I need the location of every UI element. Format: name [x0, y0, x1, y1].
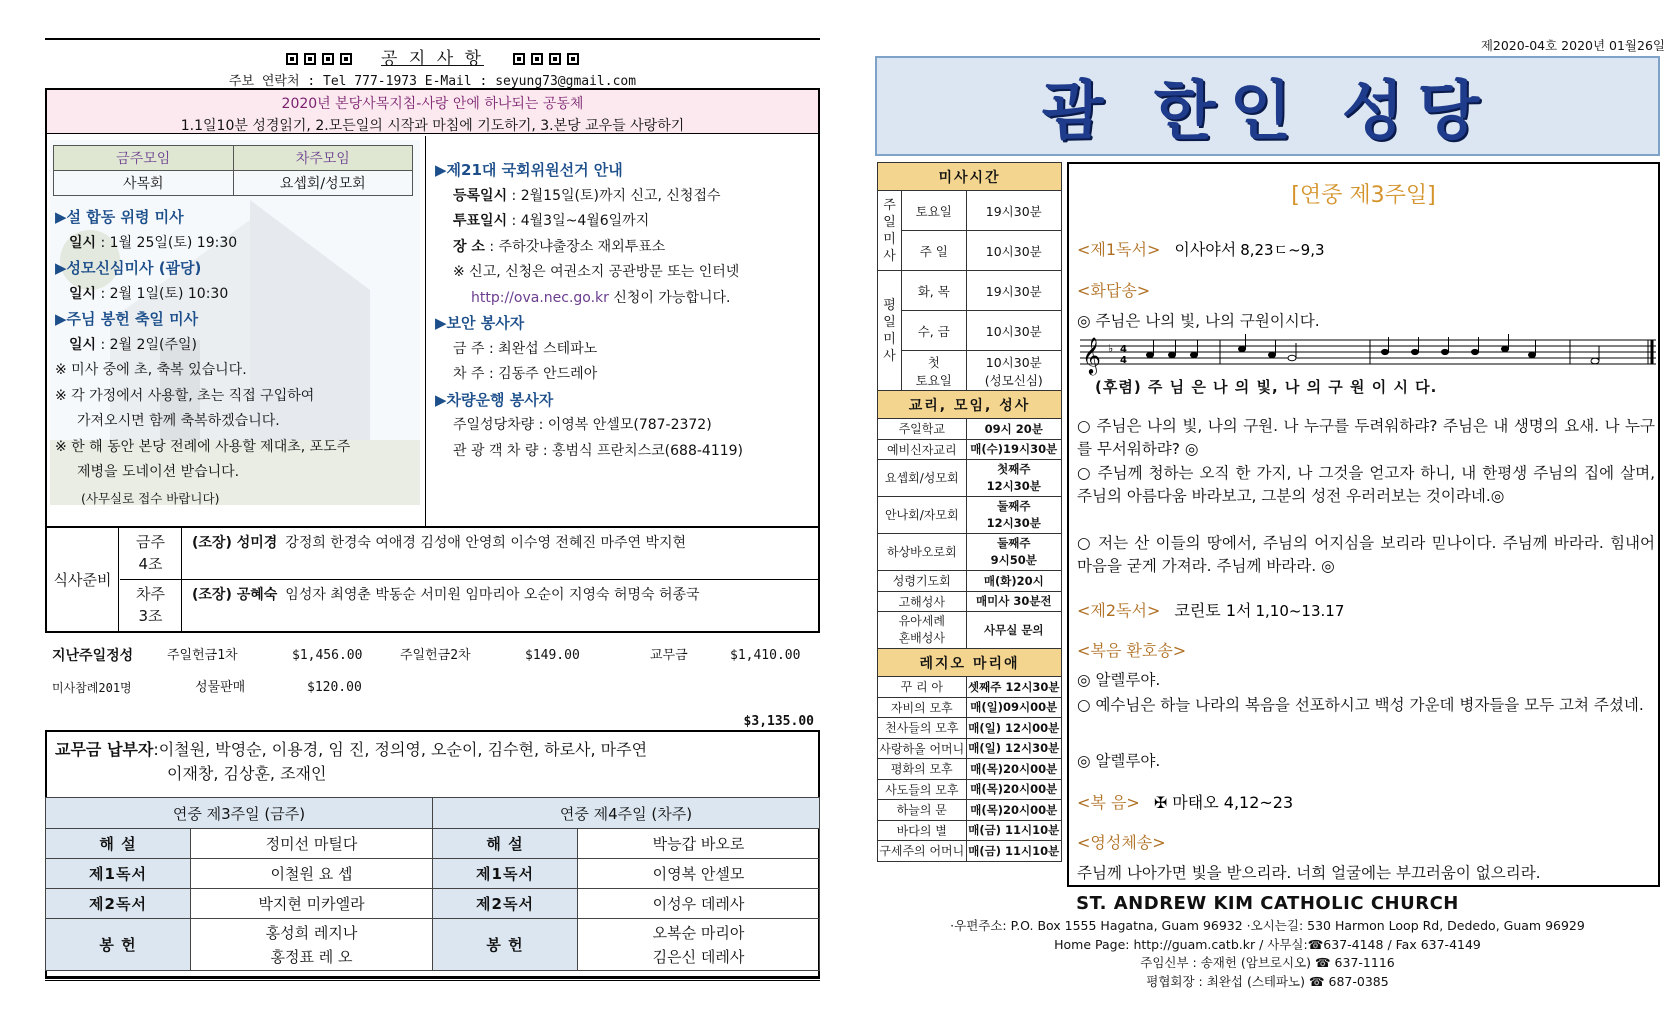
info-value: : 2월 1일(토) 10:30 [96, 285, 229, 302]
acclamation-verse: ○ 예수님은 하늘 나라의 복음을 선포하시고 백성 가운데 병자들을 모두 고쳐 주셨네. [1077, 696, 1644, 714]
meal-group: 차주 3조 [120, 580, 182, 631]
square-icon [549, 53, 561, 65]
table-row [46, 829, 820, 859]
info-label: 일시 [69, 336, 97, 353]
table-row [878, 779, 1062, 800]
offering-label: 교무금 [650, 648, 688, 663]
mass-time: 10시30분 (성모신심) [966, 351, 1061, 391]
class-time: 둘째주 12시30분 [966, 497, 1061, 534]
table-row [878, 571, 1062, 592]
legio-time: 매(일) 12시30분 [966, 738, 1061, 759]
info-value: 주일성당차량 : 이영복 안셀모(787-2372) [453, 417, 712, 433]
class-name: 예비신자교리 [878, 439, 967, 460]
role-name: 제2독서 [433, 889, 578, 919]
roles-head-this-week: 연중 제3주일 (금주) [46, 798, 433, 829]
table-row [878, 534, 1062, 571]
table-row [46, 889, 820, 919]
table-row [878, 439, 1062, 460]
class-time: 둘째주 9시50분 [966, 534, 1061, 571]
table-row [878, 820, 1062, 841]
class-time: 첫째주 12시30분 [966, 460, 1061, 497]
mass-day: 화, 목 [902, 271, 967, 311]
meal-row [120, 580, 818, 631]
table-row [878, 311, 1062, 351]
table-row [878, 718, 1062, 739]
role-name: 봉 헌 [46, 919, 191, 971]
info-value: 금 주 : 최완섭 스테파노 [453, 340, 598, 357]
address-line: ·우편주소: P.O. Box 1555 Hagatna, Guam 96932 ·오시는길: 530 Harmon Loop Rd, Dededo, Guam 96929 [950, 918, 1585, 933]
this-week-meeting: 사목회 [54, 171, 234, 196]
note-line: ※ 한 해 동안 본당 전례에 사용할 제대초, 포도주 [55, 438, 351, 455]
pastor-line: 주임신부 : 송재헌 (암브로시오) ☎ 637-1116 [1140, 955, 1395, 970]
offering-value: $149.00 [525, 648, 580, 663]
psalm-verse: ○ 저는 산 이들의 땅에서, 주님의 어지심을 보리라 믿나이다. 주님께 바라라. 힘내어 마음을 굳게 가져라. 주님께 바라라. ◎ [1077, 534, 1655, 575]
role-person: 박능갑 바오로 [578, 829, 820, 859]
alleluia: ◎ 알렐루야. [1077, 752, 1161, 770]
psalm-verse: ○ 주님께 청하는 오직 한 가지, 나 그것을 얻고자 하니, 내 한평생 주님의 집에 살며, 주님의 아름다움 바라보고, 그분의 성전 우러러보는 것이라네.◎ [1077, 464, 1655, 505]
info-label: 등록일시 [453, 187, 508, 204]
svg-text:4: 4 [1120, 355, 1127, 366]
info-label: 일시 [69, 234, 97, 251]
church-contact [875, 917, 1660, 991]
section-heading: ▶설 합동 위령 미사 [55, 208, 184, 226]
first-reading-head: <제1독서> [1077, 240, 1161, 259]
class-time: 매미사 30분전 [966, 591, 1061, 612]
role-name: 제2독서 [46, 889, 191, 919]
legio-time: 매(금) 11시10분 [966, 841, 1061, 862]
class-time: 09시 20분 [966, 419, 1061, 440]
info-value: : 1월 25일(토) 19:30 [96, 234, 238, 251]
square-icon [513, 53, 525, 65]
contact-line: 주보 연락처 : Tel 777-1973 E-Mail : seyung73@gmail.com [228, 74, 637, 89]
notice-title [45, 38, 820, 69]
first-reading [1077, 237, 1655, 260]
council-line: 평협회장 : 최완섭 (스테파노) ☎ 687-0385 [1146, 973, 1389, 989]
left-announcements [55, 205, 410, 511]
info-line [55, 333, 410, 359]
table-row [878, 163, 1062, 191]
motto-title: 2020년 본당사목지침-사랑 안에 하나되는 공동체 [281, 96, 584, 112]
class-name: 하상바오로회 [878, 534, 967, 571]
legio-time: 매(목)20시00분 [966, 800, 1061, 821]
second-reading-head: <제2독서> [1077, 601, 1161, 620]
note-line: ※ 미사 중에 초, 축복 있습니다. [55, 362, 247, 378]
legio-name: 꾸 리 아 [878, 677, 967, 698]
role-person: 이영복 안셀모 [578, 859, 820, 889]
weekend-mass-label: 주 일 미 사 [878, 191, 902, 271]
info-line [435, 184, 815, 210]
table-row [878, 738, 1062, 759]
class-name: 성령기도회 [878, 571, 967, 592]
class-head: 교리, 모임, 성사 [878, 391, 1062, 419]
legio-time: 매(목)20시00분 [966, 779, 1061, 800]
svg-text:4: 4 [1120, 344, 1127, 355]
right-announcements [435, 158, 815, 464]
bottom-rule [45, 978, 820, 981]
gospel [1077, 790, 1655, 813]
info-line [435, 235, 815, 261]
section-heading: ▶보안 봉사자 [435, 314, 525, 332]
mass-day: 첫 토요일 [902, 351, 967, 391]
church-name: ST. ANDREW KIM CATHOLIC CHURCH [1076, 893, 1459, 914]
square-icon [567, 53, 579, 65]
mass-time: 10시30분 [966, 231, 1061, 271]
info-value: : 주하갓냐출장소 재외투표소 [484, 238, 666, 255]
info-line [435, 209, 815, 235]
second-reading [1077, 598, 1655, 621]
mass-day: 수, 금 [902, 311, 967, 351]
mass-day: 토요일 [902, 191, 967, 231]
legio-time: 매(일)09시00분 [966, 697, 1061, 718]
class-name: 유아세례 혼배성사 [878, 612, 967, 649]
svg-text:𝄞: 𝄞 [1082, 336, 1101, 374]
class-time: 매(수)19시30분 [966, 439, 1061, 460]
legio-name: 바다의 별 [878, 820, 967, 841]
meeting-table [53, 145, 413, 196]
contributors-line: :이철원, 박영순, 이용경, 임 진, 정의영, 오순이, 김수현, 하로사, 마주연 [153, 740, 648, 759]
info-value: : 4월3일~4월6일까지 [507, 213, 650, 229]
legio-time: 셋째주 12시30분 [966, 677, 1061, 698]
note-line: 제병을 도네이션 받습니다. [77, 464, 240, 480]
info-line [435, 413, 815, 439]
table-row [878, 191, 1062, 231]
table-row [878, 591, 1062, 612]
sales-value: $120.00 [307, 680, 362, 695]
legio-time: 매(목)20시00분 [966, 759, 1061, 780]
offering-title: 지난주일정성 [52, 648, 134, 664]
table-row [46, 859, 820, 889]
info-line [435, 362, 815, 388]
note-line: (사무실로 접수 바랍니다) [81, 490, 220, 506]
legio-name: 천사들의 모후 [878, 718, 967, 739]
gospel-head: <복 음> [1077, 793, 1140, 812]
legio-name: 자비의 모후 [878, 697, 967, 718]
acclamation-head: <복음 환호송> [1077, 641, 1187, 660]
role-name: 봉 헌 [433, 919, 578, 971]
liturgy-roles-table [45, 797, 820, 971]
first-reading-ref: 8,23ㄷ~9,3 [1240, 241, 1325, 259]
table-row [878, 677, 1062, 698]
motto-items: 1.1일10분 성경읽기, 2.모든일의 시작과 마침에 기도하기, 3.본당 교우들 사랑하기 [180, 118, 685, 134]
next-week-meeting-head: 차주모임 [233, 146, 413, 171]
square-icon [322, 53, 334, 65]
legio-name: 구세주의 어머니 [878, 841, 967, 862]
table-row [878, 351, 1062, 391]
mass-time: 19시30분 [966, 271, 1061, 311]
mass-day: 주 일 [902, 231, 967, 271]
offering-value: $1,410.00 [730, 648, 801, 663]
table-row [878, 841, 1062, 862]
masthead [875, 56, 1660, 156]
meal-prep-label: 식사준비 [47, 528, 119, 631]
contributors-label: 교무금 납부자 [55, 740, 154, 759]
issue-number: 제2020-04호 2020년 01월26일 [1480, 38, 1665, 53]
meal-leader: (조장) 성미경 [192, 535, 278, 551]
next-week-meeting: 요셉회/성모회 [233, 171, 413, 196]
role-name: 해 설 [46, 829, 191, 859]
info-value: : 2월 2일(주일) [96, 336, 197, 353]
role-person: 오복순 마리아 김은신 데레사 [578, 919, 820, 971]
table-row [878, 460, 1062, 497]
second-reading-book: 코린토 1서 [1174, 601, 1252, 620]
sunday-title: [연중 제3주일] [1291, 183, 1436, 208]
section-heading: ▶차량운행 봉사자 [435, 390, 554, 409]
section-heading: ▶제21대 국회위원선거 안내 [435, 161, 623, 179]
legio-time: 매(일) 12시00분 [966, 718, 1061, 739]
class-time: 사무실 문의 [966, 612, 1061, 649]
square-icon [286, 53, 298, 65]
table-row [878, 391, 1062, 419]
psalm-lyrics: (후렴) 주 님 은 나 의 빛, 나 의 구 원 이 시 다. [1095, 378, 1438, 396]
section-heading: ▶성모신심미사 (괌당) [55, 259, 202, 277]
contributors-line: 이재창, 김상훈, 조재인 [167, 764, 327, 783]
info-value: 차 주 : 김동주 안드레아 [453, 366, 598, 382]
legio-time: 매(금) 11시10분 [966, 820, 1061, 841]
info-value: : 2월15일(토)까지 신고, 신청접수 [507, 187, 721, 204]
table-row [878, 800, 1062, 821]
meal-group: 금주 4조 [120, 528, 182, 579]
legio-name: 사랑하올 어머니 [878, 738, 967, 759]
mass-time: 19시30분 [966, 191, 1061, 231]
square-icon [531, 53, 543, 65]
mass-time: 10시30분 [966, 311, 1061, 351]
info-line [435, 337, 815, 363]
legio-name: 하늘의 문 [878, 800, 967, 821]
table-row [878, 759, 1062, 780]
meal-row [120, 528, 818, 579]
column-divider [425, 136, 426, 526]
motto-band [47, 90, 818, 134]
this-week-meeting-head: 금주모임 [54, 146, 234, 171]
sales-label: 성물판매 [195, 680, 246, 695]
offering-section [52, 640, 822, 738]
mass-time-head: 미사시간 [878, 163, 1062, 191]
info-line [435, 439, 815, 465]
meal-names: 강정희 한경숙 여애경 김성애 안영희 이수영 전혜진 마주연 박지현 [285, 535, 687, 551]
table-row [878, 612, 1062, 649]
note-line: ※ 각 가정에서 사용할, 초는 직접 구입하여 [55, 387, 315, 404]
first-reading-book: 이사야서 [1174, 240, 1237, 259]
class-name: 요셉회/성모회 [878, 460, 967, 497]
svg-text:♭: ♭ [1108, 342, 1114, 355]
note-line: ※ 신고, 신청은 여권소지 공관방문 또는 인터넷 [453, 264, 740, 280]
second-reading-ref: 1,10~13.17 [1255, 602, 1345, 620]
square-icon [340, 53, 352, 65]
class-name: 고해성사 [878, 591, 967, 612]
info-label: 장 소 [453, 238, 485, 255]
communion-head: <영성체송> [1077, 833, 1166, 852]
alleluia: ◎ 알렐루야. [1077, 671, 1161, 689]
offering-value: $1,456.00 [292, 648, 363, 663]
role-name: 제1독서 [433, 859, 578, 889]
table-row [878, 497, 1062, 534]
role-person: 박지현 미카엘라 [191, 889, 433, 919]
communion-text: 주님께 나아가면 빛을 받으리라. 너희 얼굴에는 부끄러움이 없으리라. [1077, 864, 1541, 882]
meal-leader: (조장) 공혜숙 [192, 587, 278, 603]
legio-name: 사도들의 모후 [878, 779, 967, 800]
role-person: 정미선 마틸다 [191, 829, 433, 859]
attendance: 미사참례201명 [52, 681, 132, 695]
website-link[interactable]: http://ova.nec.go.kr [471, 289, 609, 306]
class-name: 안나회/자모회 [878, 497, 967, 534]
schedule-table [877, 162, 1062, 862]
psalm-verse: ○ 주님은 나의 빛, 나의 구원. 나 누구를 두려워하랴? 주님은 내 생명의 요새. 나 누구를 무서워하랴? ◎ [1077, 417, 1655, 458]
info-line [55, 282, 410, 308]
masthead-title: 괌 한인 성당 [1041, 74, 1494, 149]
table-row [878, 649, 1062, 677]
notice-title-text: 공 지 사 항 [381, 49, 484, 69]
info-label: 일시 [69, 285, 97, 302]
class-time: 매(화)20시 [966, 571, 1061, 592]
offering-total: $3,135.00 [743, 714, 814, 729]
role-name: 해 설 [433, 829, 578, 859]
info-line [435, 286, 815, 312]
info-label: 투표일시 [453, 213, 508, 229]
table-row [878, 231, 1062, 271]
legio-name: 평화의 모후 [878, 759, 967, 780]
readings-box [1067, 162, 1660, 887]
square-icon [304, 53, 316, 65]
weekday-mass-label: 평 일 미 사 [878, 271, 902, 391]
role-name: 제1독서 [46, 859, 191, 889]
note-line: 가져오시면 함께 축복하겠습니다. [77, 413, 280, 429]
offering-label: 주일헌금2차 [400, 648, 471, 663]
info-value: 관 광 객 차 량 : 홍범식 프란치스코(688-4119) [453, 442, 744, 459]
info-value: 신청이 가능합니다. [608, 289, 731, 306]
table-row [46, 919, 820, 971]
role-person: 이철원 요 셉 [191, 859, 433, 889]
offering-label: 주일헌금1차 [167, 648, 238, 663]
info-line [55, 231, 410, 257]
table-row [878, 697, 1062, 718]
class-name: 주일학교 [878, 419, 967, 440]
roles-head-next-week: 연중 제4주일 (차주) [433, 798, 820, 829]
section-heading: ▶주님 봉헌 축일 미사 [55, 310, 199, 328]
gospel-ref: ✠ 마태오 4,12~23 [1153, 793, 1294, 812]
table-row [878, 271, 1062, 311]
meal-names: 임성자 최영춘 박동순 서미원 임마리아 오순이 지영숙 허명숙 허종국 [285, 587, 700, 603]
table-row [878, 419, 1062, 440]
contributors [55, 738, 815, 786]
psalm-head: <화답송> [1077, 281, 1151, 300]
legio-head: 레지오 마리애 [878, 649, 1062, 677]
homepage-line: Home Page: http://guam.catb.kr / 사무실:☎637-4148 / Fax 637-4149 [1054, 936, 1481, 952]
psalm-refrain: ◎ 주님은 나의 빛, 나의 구원이시다. [1077, 312, 1320, 330]
role-person: 홍성희 레지나 홍정표 레 오 [191, 919, 433, 971]
role-person: 이성우 데레사 [578, 889, 820, 919]
